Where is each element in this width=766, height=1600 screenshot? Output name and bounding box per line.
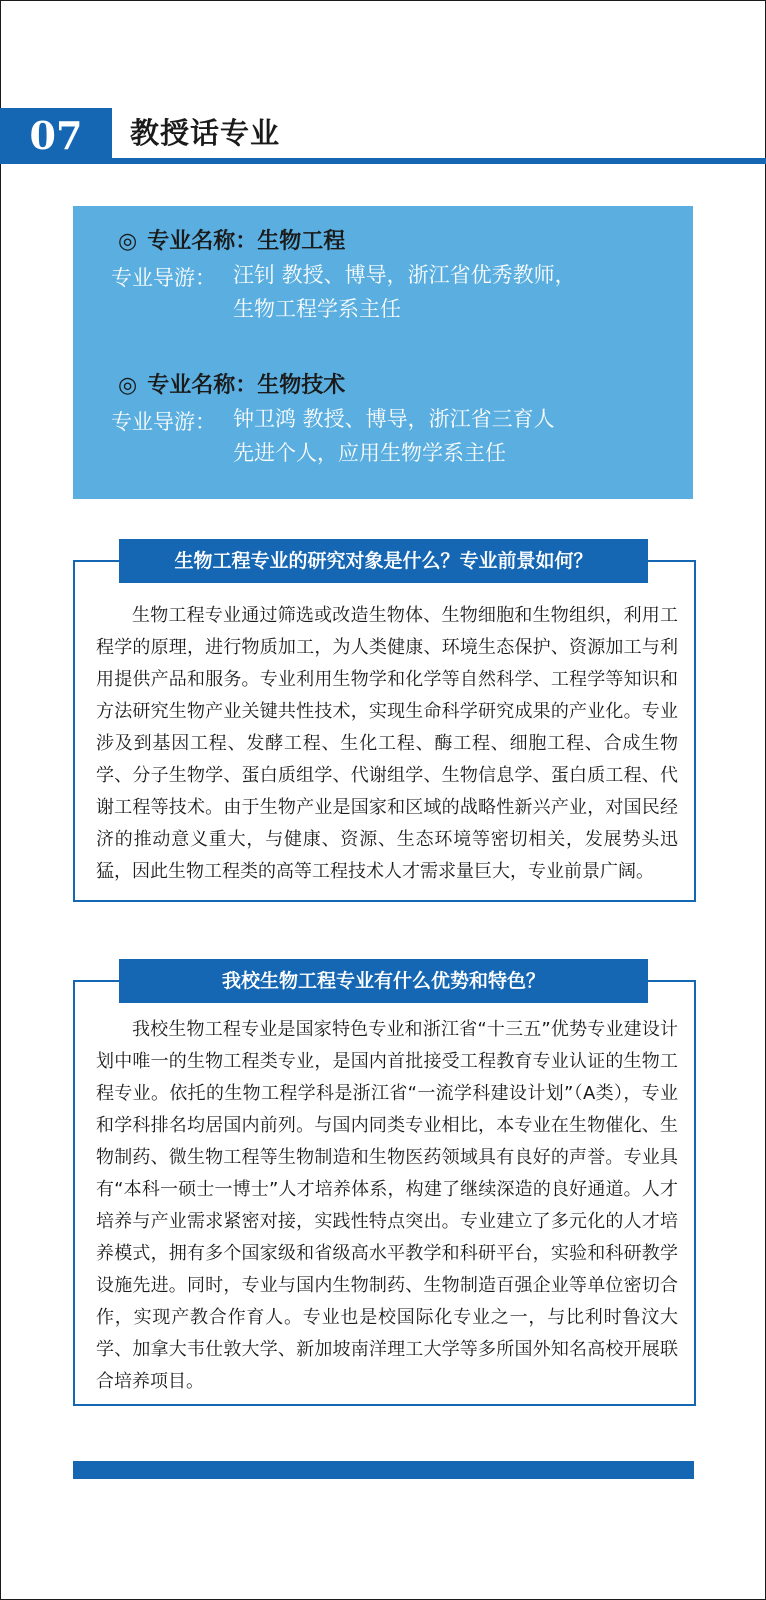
guide-text-2 xyxy=(233,402,555,470)
section-1-body: 生物工程专业通过筛选或改造生物体、生物细胞和生物组织，利用工程学的原理，进行物质加工，为人类健康、环境生态保护、资源加工与利用提供产品和服务。专业利用生物学和化学等自然科学、工程学等知识和方法研究生物产业关键共性技术，实现生命科学研究成果的产业化。专业涉及到基因工程、发酵工程、生化工程、酶工程、细胞工程、合成生物学、分子生物学、蛋白质组学、代谢组学、生物信息学、蛋白质工程、代谢工程等技术。由于生物产业是国家和区域的战略性新兴产业，对国民经济的推动意义重大，与健康、资源、生态环境等密切相关，发展势头迅猛，因此生物工程类的高等工程技术人才需求量巨大，专业前景广阔。 xyxy=(96,605,678,882)
guide-label-2: 专业导游： xyxy=(111,410,216,434)
header-rule xyxy=(112,158,766,164)
page-title: 教授话专业 xyxy=(130,116,281,150)
footer-bar xyxy=(73,1461,694,1479)
major-name-text: 专业名称：生物工程 xyxy=(147,229,346,254)
section-2-heading: 我校生物工程专业有什么优势和特色？ xyxy=(119,959,648,1003)
major-name-text: 专业名称：生物技术 xyxy=(147,373,346,398)
majors-info-box xyxy=(73,206,693,499)
major-name-1 xyxy=(118,224,345,255)
section-2-body: 我校生物工程专业是国家特色专业和浙江省“十三五”优势专业建设计划中唯一的生物工程类专业，是国内首批接受工程教育专业认证的生物工程专业。依托的生物工程学科是浙江省“一流学科建设计划”（A类），专业和学科排名均居国内前列。与国内同类专业相比，本专业在生物催化、生物制药、微生物工程等生物制造和生物医药领域具有良好的声誉。专业具有“本科一硕士一博士”人才培养体系，构建了继续深造的良好通道。人才培养与产业需求紧密对接，实践性特点突出。专业建立了多元化的人才培养模式，拥有多个国家级和省级高水平教学和科研平台，实验和科研教学设施先进。同时，专业与国内生物制药、生物制造百强企业等单位密切合作，实现产教合作育人。专业也是校国际化专业之一，与比利时鲁汶大学、加拿大韦仕敦大学、新加坡南洋理工大学等多所国外知名高校开展联合培养项目。 xyxy=(96,1019,678,1392)
chapter-number: 07 xyxy=(0,108,112,164)
guide-line: 生物工程学系主任 xyxy=(233,297,401,321)
circle-marker-icon: ◎ xyxy=(118,373,138,398)
guide-label-1: 专业导游： xyxy=(111,266,216,290)
section-1-heading: 生物工程专业的研究对象是什么？专业前景如何？ xyxy=(119,539,648,583)
guide-line: 钟卫鸿 教授、博导，浙江省三育人 xyxy=(233,407,555,431)
circle-marker-icon: ◎ xyxy=(118,229,138,254)
guide-line: 汪钊 教授、博导，浙江省优秀教师， xyxy=(233,263,576,287)
guide-line: 先进个人，应用生物学系主任 xyxy=(233,441,506,465)
guide-text-1 xyxy=(233,258,576,326)
major-name-2 xyxy=(118,368,345,399)
